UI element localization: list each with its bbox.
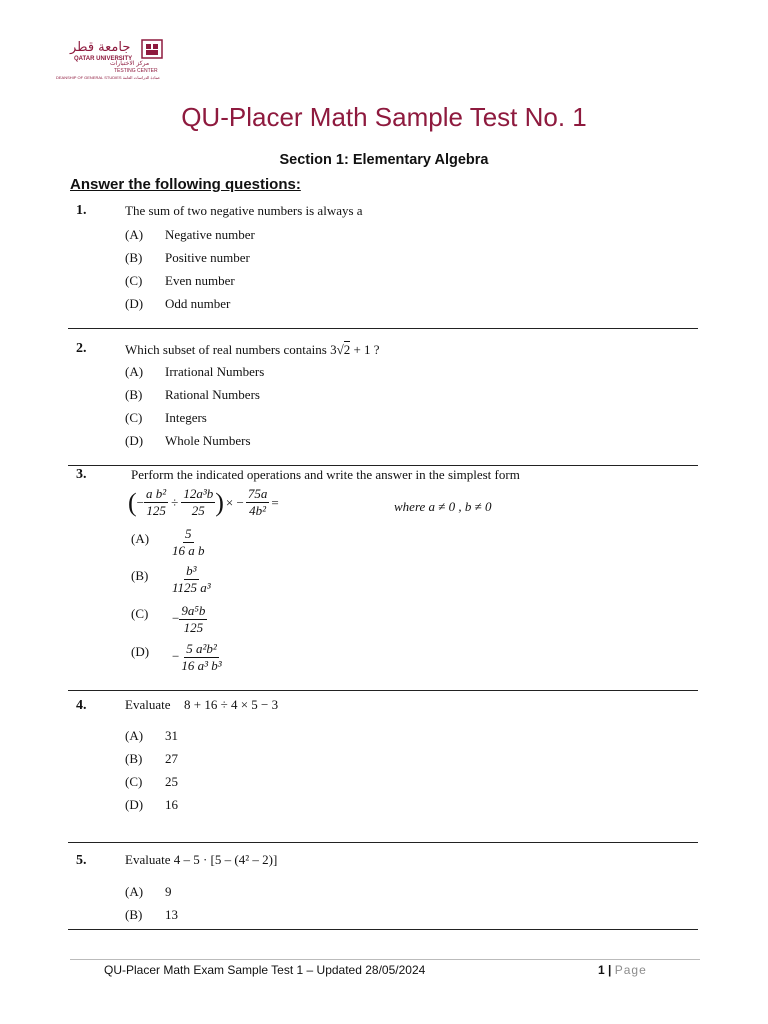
denominator: 16 a³ b³: [181, 658, 222, 673]
page-title: QU-Placer Math Sample Test No. 1: [181, 102, 587, 132]
option-label: (B): [125, 250, 143, 265]
question-number: 4.: [76, 698, 87, 713]
footer-divider: [70, 959, 700, 960]
question-text: The sum of two negative numbers is always a: [125, 203, 363, 218]
question-divider: [68, 929, 698, 930]
divide-sign: ÷: [171, 494, 179, 510]
option-label: (B): [125, 751, 143, 766]
option-fraction: [170, 563, 213, 596]
logo-arabic-name: جامعة قطر: [70, 40, 131, 55]
option-label: (D): [131, 644, 150, 659]
question-divider: [68, 465, 698, 466]
option-text: 16: [165, 797, 178, 812]
question-divider: [68, 690, 698, 691]
option-label: (A): [125, 227, 144, 242]
denominator: 1125 a³: [172, 580, 211, 595]
condition: where a ≠ 0 , b ≠ 0: [394, 499, 492, 514]
option-text: Whole Numbers: [165, 433, 251, 448]
question-text: Evaluate: [125, 697, 171, 712]
logo-center-english: TESTING CENTER: [114, 68, 158, 74]
option-text: 27: [165, 751, 178, 766]
option-text: Rational Numbers: [165, 387, 260, 402]
numerator: b³: [186, 563, 197, 578]
option-label: (C): [125, 774, 143, 789]
sign: −: [172, 610, 180, 626]
fraction: [181, 486, 215, 519]
sign: −: [172, 648, 180, 664]
option-text: Positive number: [165, 250, 250, 265]
logo-english-name: QATAR UNIVERSITY: [74, 56, 133, 62]
option-label: (A): [125, 884, 144, 899]
option-text: 31: [165, 728, 178, 743]
close-paren: ): [215, 487, 224, 517]
option-label: (B): [125, 387, 143, 402]
option-text: Even number: [165, 273, 235, 288]
section-heading: Section 1: Elementary Algebra: [279, 152, 489, 168]
option-fraction: [172, 603, 207, 636]
option-text: Odd number: [165, 296, 231, 311]
radical-expression: 3√2 + 1 ?: [330, 342, 380, 357]
option-text: Negative number: [165, 227, 255, 242]
question-divider: [68, 328, 698, 329]
option-label: (A): [125, 364, 144, 379]
radical-coefficient: 3: [330, 342, 337, 357]
question-text: Perform the indicated operations and write the answer in the simplest form: [131, 467, 520, 482]
option-label: (A): [125, 728, 144, 743]
logo-deanship: DEANSHIP OF GENERAL STUDIES عمادة الدراسات العامة: [56, 75, 161, 80]
option-text: Irrational Numbers: [165, 364, 265, 379]
page-number: [598, 963, 647, 977]
numerator: 5: [185, 526, 192, 541]
fraction: [144, 486, 168, 519]
question-number: 3.: [76, 467, 87, 482]
option-label: (B): [125, 907, 143, 922]
option-text: 9: [165, 884, 172, 899]
numerator: a b²: [146, 486, 167, 501]
question-number: 1.: [76, 203, 87, 218]
option-label: (C): [125, 410, 143, 425]
numerator: 75a: [247, 486, 268, 501]
option-fraction: [172, 641, 224, 674]
option-text: Integers: [165, 410, 207, 425]
question-number: 5.: [76, 853, 87, 868]
option-label: (C): [131, 606, 149, 621]
option-text: 25: [165, 774, 178, 789]
option-label: (C): [125, 273, 143, 288]
footer-text: QU-Placer Math Exam Sample Test 1 – Updated 28/05/2024: [104, 963, 426, 977]
question-text: Evaluate 4 – 5 · [5 – (4² – 2)]: [125, 852, 278, 867]
instruction-heading: Answer the following questions:: [70, 176, 301, 193]
numerator: 5 a²b²: [186, 641, 217, 656]
option-label: (B): [131, 568, 149, 583]
page-number-value: 1: [598, 963, 605, 977]
equals-sign: =: [271, 494, 279, 510]
option-label: (A): [131, 531, 150, 546]
minus-sign: −: [136, 494, 145, 510]
option-text: 13: [165, 907, 178, 922]
question-text-body: Which subset of real numbers contains: [125, 342, 327, 357]
qatar-university-logo: [56, 36, 172, 86]
option-label: (D): [125, 296, 144, 311]
question-divider: [68, 842, 698, 843]
denominator: 25: [191, 503, 205, 518]
numerator: 9a⁵b: [181, 603, 206, 618]
times-minus-sign: × −: [225, 494, 244, 510]
fraction: [246, 486, 270, 519]
radicand: 2: [343, 342, 351, 357]
question-number: 2.: [76, 341, 87, 356]
option-label: (D): [125, 797, 144, 812]
question-text: [125, 342, 380, 358]
expression-rest: + 1 ?: [350, 342, 380, 357]
denominator: 16 a b: [172, 543, 205, 558]
denominator: 125: [146, 503, 166, 518]
denominator: 4b²: [249, 503, 267, 518]
question-expression: 8 + 16 ÷ 4 × 5 − 3: [184, 697, 279, 712]
option-fraction: [170, 526, 207, 559]
page-word: Page: [614, 963, 647, 977]
page-separator: |: [608, 963, 612, 977]
logo-center-arabic: مركز الاختبارات: [110, 60, 150, 67]
expression: [128, 486, 279, 519]
numerator: 12a³b: [183, 486, 214, 501]
open-paren: (: [128, 487, 137, 517]
denominator: 125: [183, 620, 204, 635]
option-label: (D): [125, 433, 144, 448]
